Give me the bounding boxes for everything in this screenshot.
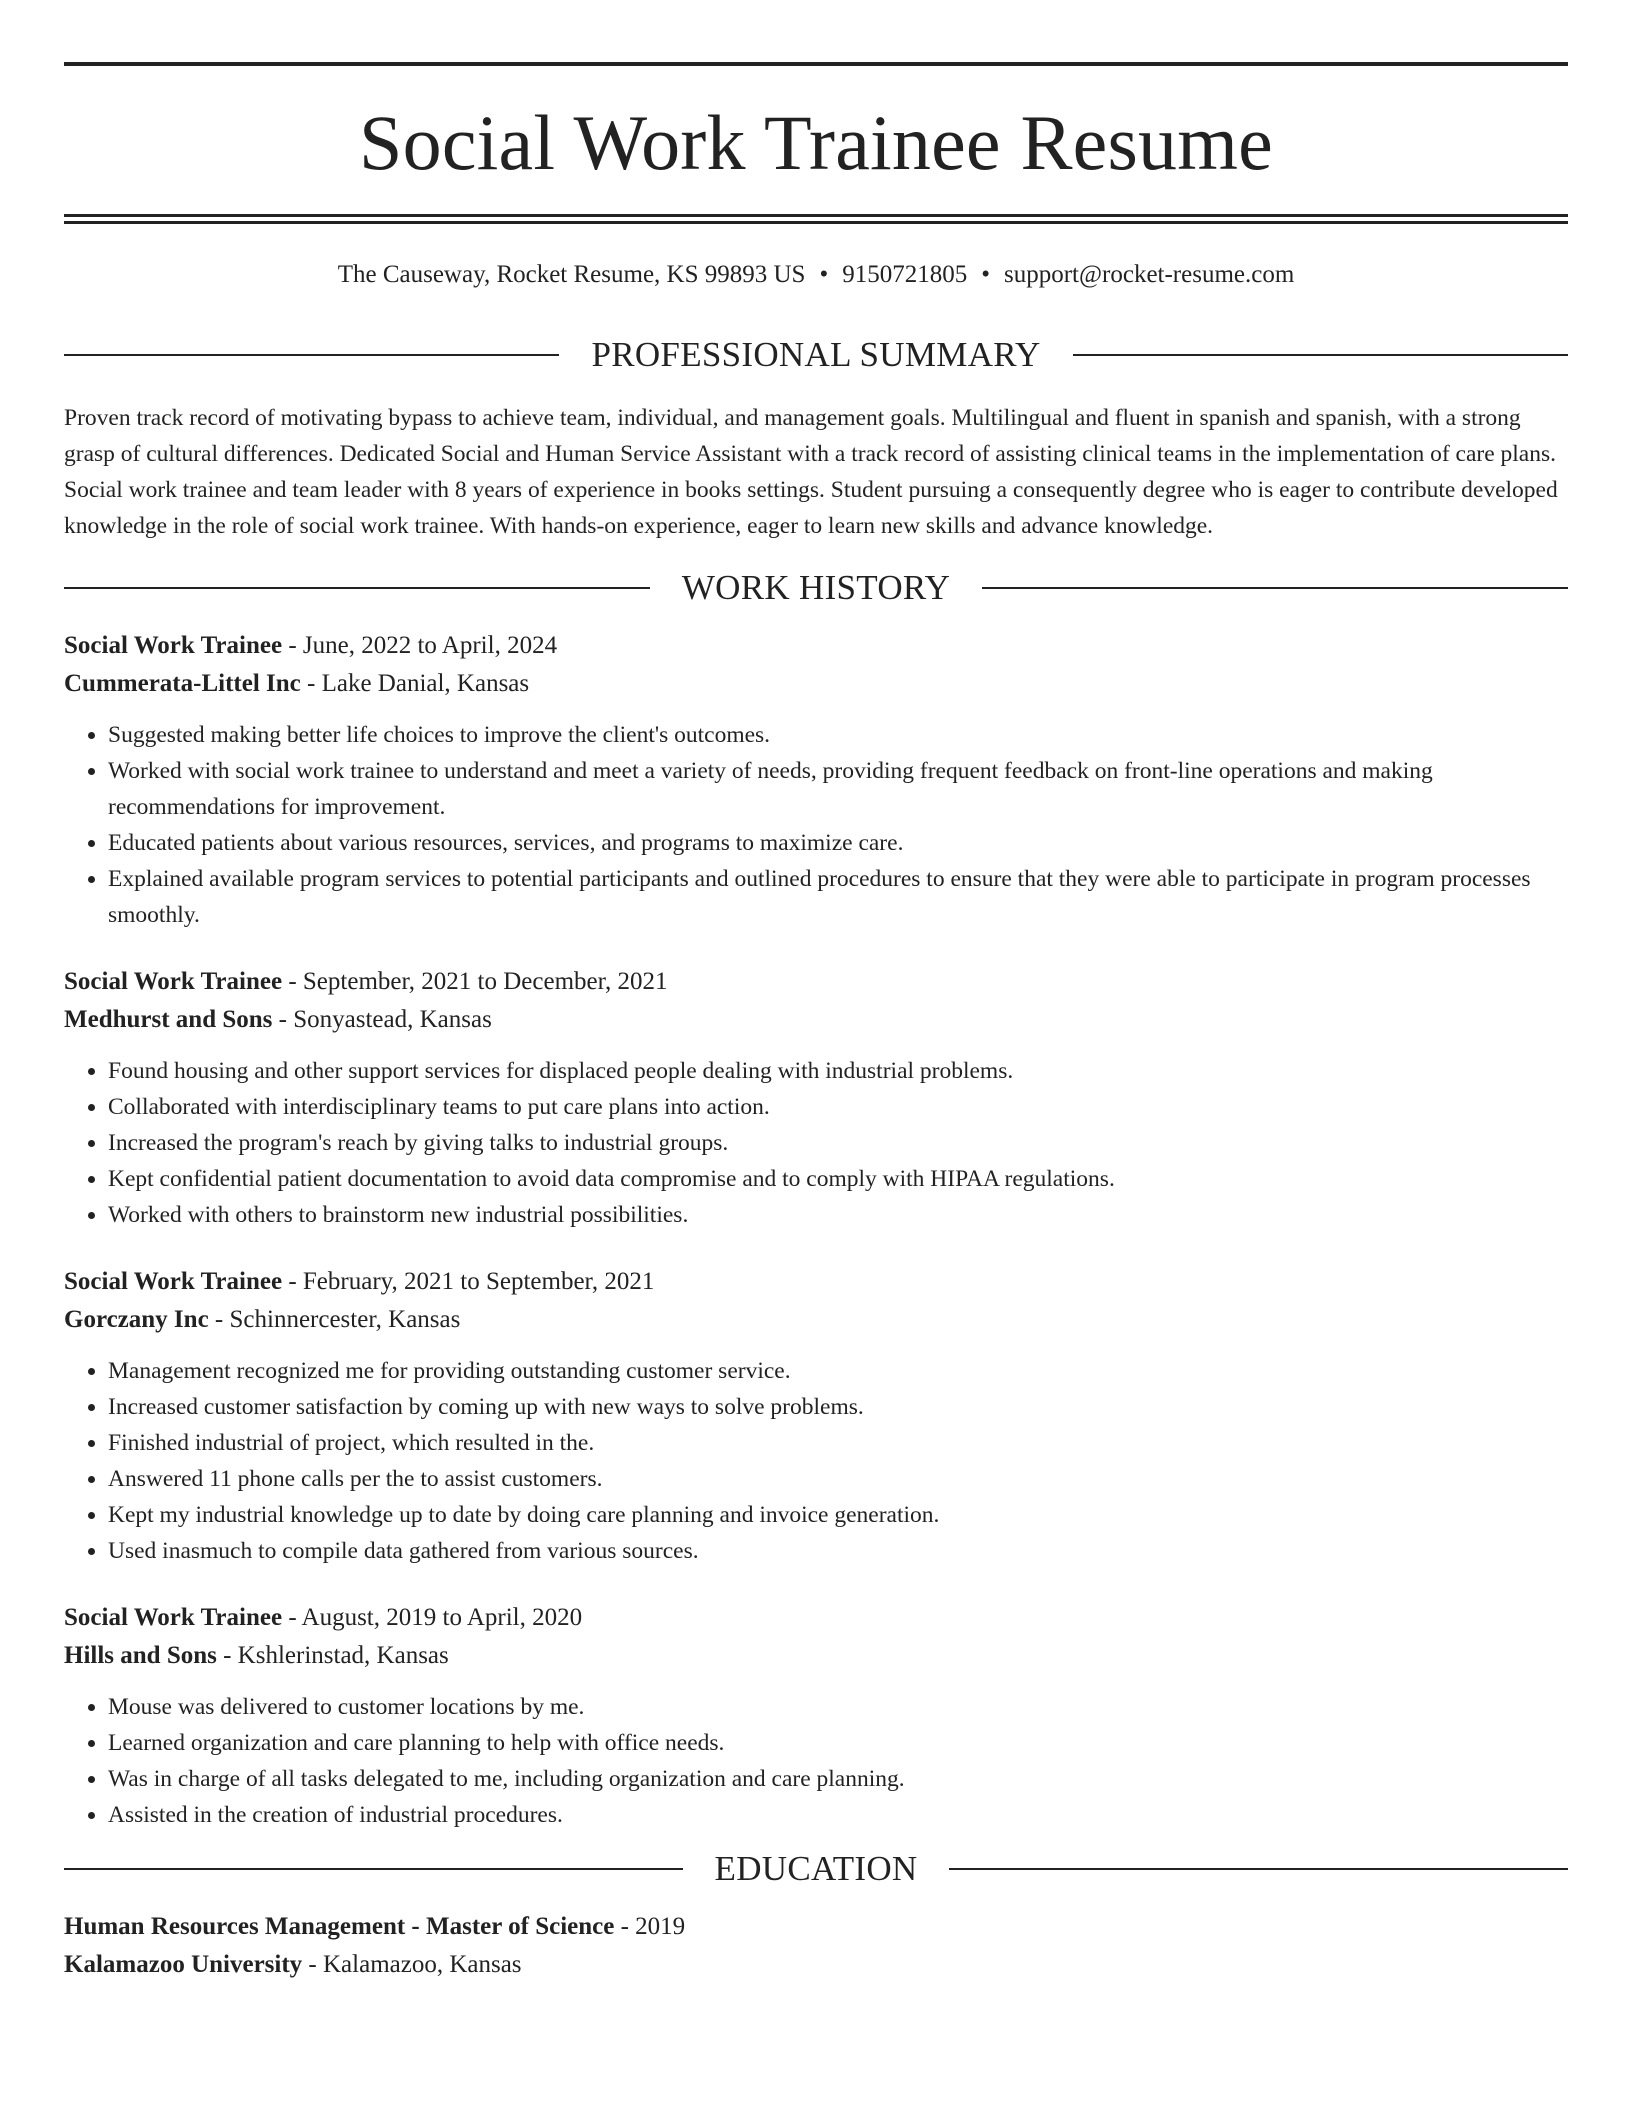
education-school: Kalamazoo University [64,1951,303,1978]
job-location: - Kshlerinstad, Kansas [216,1642,449,1669]
education-heading-label: EDUCATION [714,1849,918,1888]
top-rule [64,62,1568,66]
summary-text: Proven track record of motivating bypass to achieve team, individual, and management goals. Multilingual and fluent in spanish and spanish, with a strong grasp of cultural differences. Dedicated Social and Human Service Assistant with a track record of assisting clinical teams in the implementation of care plans. Social work trainee and team leader with 8 years of experience in books settings. Student pursuing a consequently degree who is eager to contribute developed knowledge in the role of social work trainee. With hands-on experience, eager to learn new skills and advance knowledge. [64,405,1558,539]
job-bullet: • Educated patients about various resources, services, and programs to maximize care. [108,825,1568,861]
contact-address: The Causeway, Rocket Resume, KS 99893 US [337,261,806,288]
job-title-line [64,627,1568,665]
contact-line [64,262,1568,287]
summary-heading-label: PROFESSIONAL SUMMARY [591,335,1041,374]
job-bullet: • Worked with others to brainstorm new industrial possibilities. [108,1197,1568,1233]
job-company: Hills and Sons [64,1642,217,1669]
heading-rule-left [64,587,650,589]
job-dates: - September, 2021 to December, 2021 [282,968,668,995]
education-entry [64,1908,1568,1984]
job-location: - Lake Danial, Kansas [300,670,530,697]
work-history-heading [64,570,1568,605]
summary-heading [64,337,1568,372]
education-year: - 2019 [614,1913,686,1940]
contact-separator: • [819,261,829,288]
job-entry [64,627,1568,933]
job-bullet: • Was in charge of all tasks delegated to me, including organization and care planning. [108,1761,1568,1797]
job-title-line [64,1263,1568,1301]
job-bullet: • Learned organization and care planning to help with office needs. [108,1725,1568,1761]
job-bullet: • Used inasmuch to compile data gathered from various sources. [108,1533,1568,1569]
job-title: Social Work Trainee [64,1604,283,1631]
job-entry [64,1599,1568,1833]
job-title: Social Work Trainee [64,1268,283,1295]
job-bullet: • Kept my industrial knowledge up to date by doing care planning and invoice generation. [108,1497,1568,1533]
job-company-line [64,1301,1568,1339]
job-company-line [64,665,1568,703]
job-bullets [64,1689,1568,1833]
job-title: Social Work Trainee [64,968,283,995]
contact-email: support@rocket-resume.com [1004,261,1295,288]
work-history-heading-label: WORK HISTORY [681,568,951,607]
job-location: - Schinnercester, Kansas [208,1306,461,1333]
education-degree: Human Resources Management - Master of Science [64,1913,615,1940]
job-bullet: • Increased the program's reach by giving talks to industrial groups. [108,1125,1568,1161]
job-entry [64,963,1568,1233]
education-degree-line [64,1908,1568,1946]
job-bullet: • Explained available program services to potential participants and outlined procedures to ensure that they were able to participate in program processes smoothly. [108,861,1568,933]
contact-separator: • [981,261,990,288]
job-title-line [64,963,1568,1001]
heading-rule-right [982,587,1568,589]
job-bullet: • Assisted in the creation of industrial procedures. [108,1797,1568,1833]
education-school-line [64,1946,1568,1984]
heading-rule-right [1073,354,1568,356]
job-company-line [64,1637,1568,1675]
job-title-line [64,1599,1568,1637]
job-title: Social Work Trainee [64,632,283,659]
heading-rule-right [949,1868,1568,1870]
job-company-line [64,1001,1568,1039]
job-bullet: • Management recognized me for providing outstanding customer service. [108,1353,1568,1389]
job-bullet: • Answered 11 phone calls per the to assist customers. [108,1461,1568,1497]
job-dates: - June, 2022 to April, 2024 [282,632,558,659]
education-heading [64,1851,1568,1886]
resume-title: Social Work Trainee Resume [359,99,1273,186]
job-bullets [64,1053,1568,1233]
job-bullet: • Worked with social work trainee to understand and meet a variety of needs, providing frequent feedback on front-line operations and making recommendations for improvement. [108,753,1568,825]
job-bullets [64,1353,1568,1569]
education-location: - Kalamazoo, Kansas [302,1951,522,1978]
job-bullet: • Found housing and other support services for displaced people dealing with industrial problems. [108,1053,1568,1089]
job-bullets [64,717,1568,933]
job-company: Medhurst and Sons [64,1006,273,1033]
job-entry [64,1263,1568,1569]
job-dates: - February, 2021 to September, 2021 [282,1268,655,1295]
contact-phone: 9150721805 [842,261,968,288]
job-company: Cummerata-Littel Inc [64,670,301,697]
heading-rule-left [64,354,559,356]
job-dates: - August, 2019 to April, 2020 [282,1604,583,1631]
job-bullet: • Increased customer satisfaction by coming up with new ways to solve problems. [108,1389,1568,1425]
work-history-list [64,627,1568,1833]
title-double-rule [64,214,1568,224]
job-company: Gorczany Inc [64,1306,209,1333]
job-bullet: • Mouse was delivered to customer locations by me. [108,1689,1568,1725]
job-location: - Sonyastead, Kansas [272,1006,492,1033]
job-bullet: • Suggested making better life choices to improve the client's outcomes. [108,717,1568,753]
job-bullet: • Kept confidential patient documentation to avoid data compromise and to comply with HIPAA regulations. [108,1161,1568,1197]
heading-rule-left [64,1868,683,1870]
job-bullet: • Collaborated with interdisciplinary teams to put care plans into action. [108,1089,1568,1125]
job-bullet: • Finished industrial of project, which resulted in the. [108,1425,1568,1461]
